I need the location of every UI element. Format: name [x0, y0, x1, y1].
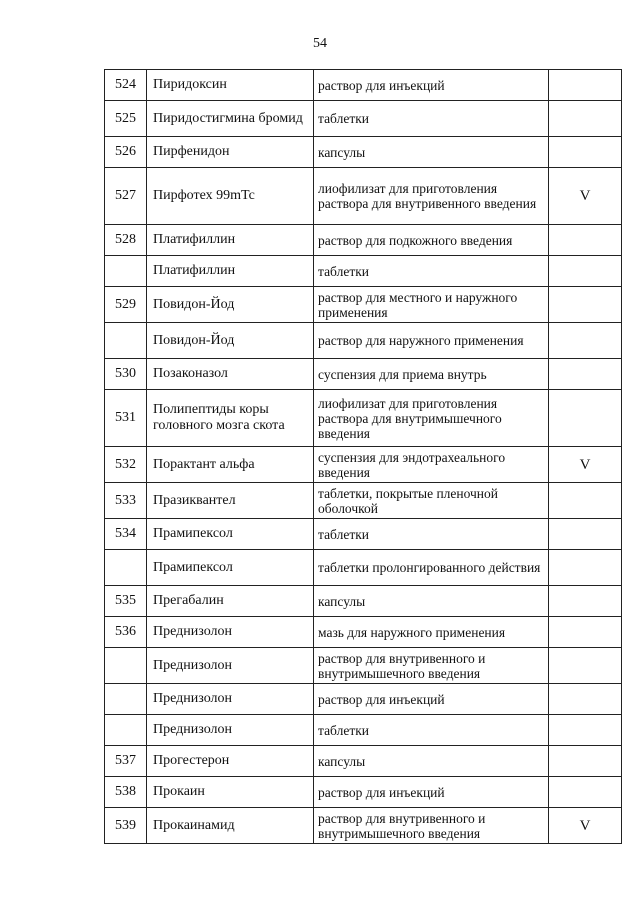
drug-name: Порактант альфа [147, 447, 314, 483]
table-row [105, 684, 622, 715]
table-row [105, 390, 622, 447]
dosage-form: таблетки [314, 101, 549, 137]
table-row [105, 101, 622, 137]
drug-name: Повидон-Йод [147, 323, 314, 359]
drug-name: Преднизолон [147, 715, 314, 746]
table-row [105, 586, 622, 617]
dosage-form: таблетки пролонгированного действия [314, 550, 549, 586]
dosage-form: раствор для местного и наружного применения [314, 287, 549, 323]
table-row [105, 256, 622, 287]
table-row [105, 137, 622, 168]
row-number [105, 648, 147, 684]
table-row [105, 519, 622, 550]
table-row [105, 168, 622, 225]
row-number [105, 550, 147, 586]
table-row [105, 617, 622, 648]
v-mark [549, 483, 622, 519]
v-mark: V [549, 447, 622, 483]
row-number: 524 [105, 70, 147, 101]
row-number: 526 [105, 137, 147, 168]
dosage-form: раствор для инъекций [314, 70, 549, 101]
drug-name: Преднизолон [147, 648, 314, 684]
dosage-form: раствор для инъекций [314, 684, 549, 715]
table-row [105, 715, 622, 746]
v-mark [549, 746, 622, 777]
dosage-form: таблетки, покрытые пленочной оболочкой [314, 483, 549, 519]
dosage-form: таблетки [314, 715, 549, 746]
dosage-form: раствор для внутривенного и внутримышечного введения [314, 648, 549, 684]
drug-table-body [105, 70, 622, 844]
row-number: 532 [105, 447, 147, 483]
v-mark [549, 137, 622, 168]
page-number: 54 [313, 36, 327, 51]
dosage-form: лиофилизат для приготовления раствора для внутривенного введения [314, 168, 549, 225]
drug-name: Пирфотех 99mTc [147, 168, 314, 225]
dosage-form: суспензия для эндотрахеального введения [314, 447, 549, 483]
drug-name: Пирфенидон [147, 137, 314, 168]
drug-name: Позаконазол [147, 359, 314, 390]
dosage-form: таблетки [314, 256, 549, 287]
row-number: 529 [105, 287, 147, 323]
table-row [105, 225, 622, 256]
v-mark [549, 648, 622, 684]
drug-name: Прогестерон [147, 746, 314, 777]
table-row [105, 70, 622, 101]
dosage-form: капсулы [314, 137, 549, 168]
dosage-form: раствор для инъекций [314, 777, 549, 808]
row-number: 530 [105, 359, 147, 390]
row-number: 528 [105, 225, 147, 256]
drug-name: Преднизолон [147, 684, 314, 715]
drug-name: Прамипексол [147, 550, 314, 586]
drug-name: Празиквантел [147, 483, 314, 519]
table-row [105, 808, 622, 844]
v-mark [549, 777, 622, 808]
dosage-form: мазь для наружного применения [314, 617, 549, 648]
row-number: 531 [105, 390, 147, 447]
row-number: 533 [105, 483, 147, 519]
table-row [105, 648, 622, 684]
drug-name: Пиридоксин [147, 70, 314, 101]
v-mark [549, 287, 622, 323]
row-number: 539 [105, 808, 147, 844]
v-mark: V [549, 808, 622, 844]
drug-name: Полипептиды коры головного мозга скота [147, 390, 314, 447]
table-row [105, 287, 622, 323]
dosage-form: капсулы [314, 586, 549, 617]
dosage-form: суспензия для приема внутрь [314, 359, 549, 390]
row-number: 527 [105, 168, 147, 225]
dosage-form: капсулы [314, 746, 549, 777]
dosage-form: таблетки [314, 519, 549, 550]
row-number: 525 [105, 101, 147, 137]
drug-name: Прокаин [147, 777, 314, 808]
v-mark [549, 70, 622, 101]
v-mark: V [549, 168, 622, 225]
table-row [105, 483, 622, 519]
row-number [105, 715, 147, 746]
drug-name: Прегабалин [147, 586, 314, 617]
row-number [105, 256, 147, 287]
v-mark [549, 101, 622, 137]
table-row [105, 359, 622, 390]
v-mark [549, 550, 622, 586]
drug-name: Прокаинамид [147, 808, 314, 844]
v-mark [549, 617, 622, 648]
table-row [105, 447, 622, 483]
table-row [105, 323, 622, 359]
dosage-form: раствор для внутривенного и внутримышечного введения [314, 808, 549, 844]
v-mark [549, 519, 622, 550]
drug-name: Платифиллин [147, 256, 314, 287]
drug-table [104, 69, 622, 844]
table-row [105, 777, 622, 808]
drug-name: Платифиллин [147, 225, 314, 256]
row-number: 536 [105, 617, 147, 648]
row-number: 535 [105, 586, 147, 617]
v-mark [549, 323, 622, 359]
v-mark [549, 684, 622, 715]
table-row [105, 746, 622, 777]
v-mark [549, 256, 622, 287]
row-number: 538 [105, 777, 147, 808]
row-number [105, 684, 147, 715]
v-mark [549, 225, 622, 256]
v-mark [549, 359, 622, 390]
drug-name: Прамипексол [147, 519, 314, 550]
row-number: 534 [105, 519, 147, 550]
table-row [105, 550, 622, 586]
row-number: 537 [105, 746, 147, 777]
row-number [105, 323, 147, 359]
dosage-form: лиофилизат для приготовления раствора для внутримышечного введения [314, 390, 549, 447]
dosage-form: раствор для наружного применения [314, 323, 549, 359]
drug-name: Пиридостигмина бромид [147, 101, 314, 137]
v-mark [549, 586, 622, 617]
drug-name: Повидон-Йод [147, 287, 314, 323]
v-mark [549, 715, 622, 746]
v-mark [549, 390, 622, 447]
dosage-form: раствор для подкожного введения [314, 225, 549, 256]
drug-name: Преднизолон [147, 617, 314, 648]
